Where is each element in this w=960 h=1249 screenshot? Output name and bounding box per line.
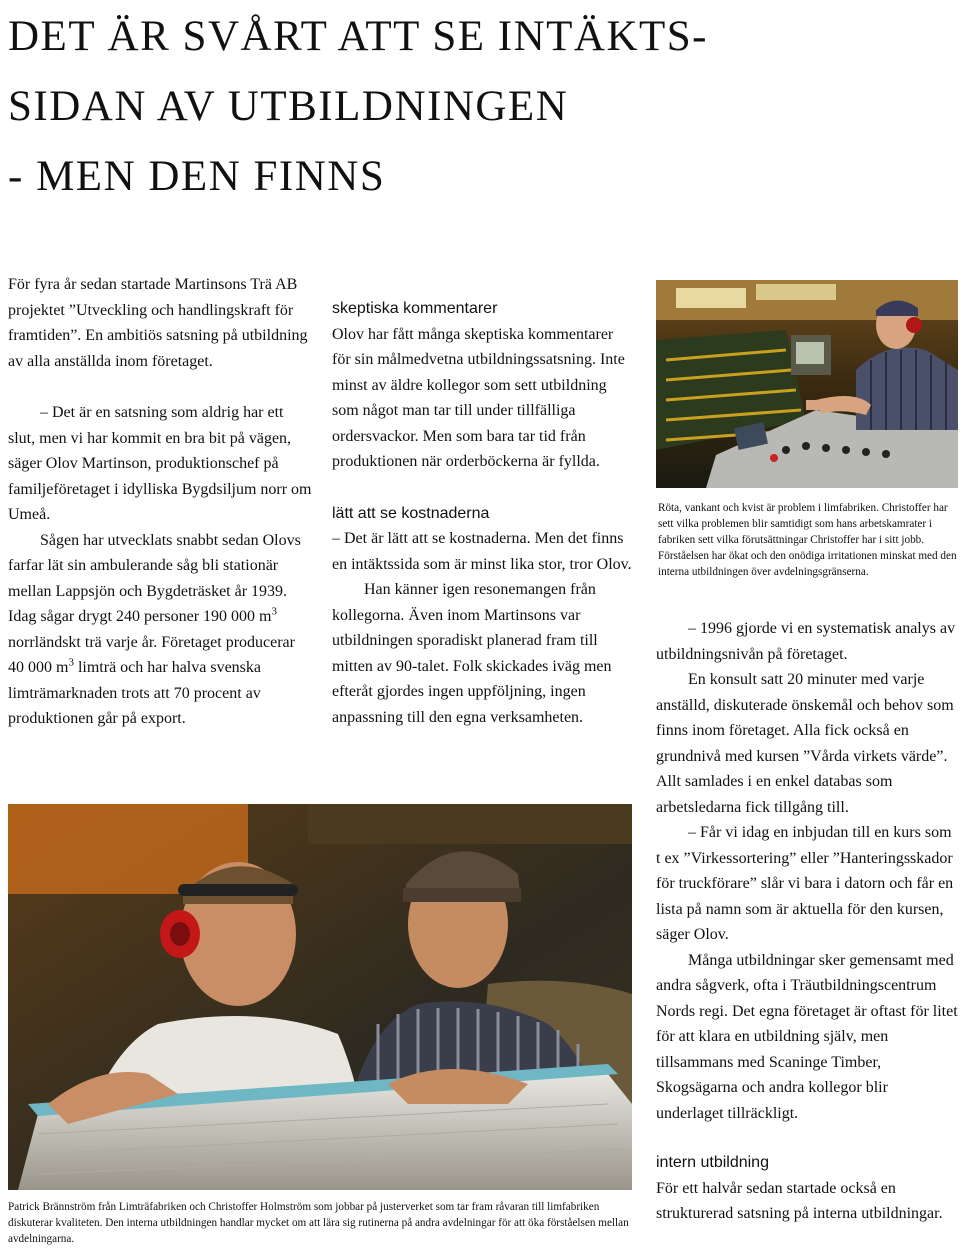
col3-paragraph-2: En konsult satt 20 minuter med varje anställd, diskuterade önskemål och behov som finns inom företaget. Alla fick också en grundnivå med kursen ”Vårda virkets värde”. Allt samlades i en enkel databas som arbetsledarna fick tillgång till. [656, 671, 954, 816]
subhead-latt-att-se: lätt att se kostnaderna [332, 504, 490, 522]
column-1 [8, 272, 314, 732]
headline [8, 2, 908, 212]
superscript-3: 3 [271, 605, 277, 618]
col3-paragraph-4: Många utbildningar sker gemensamt med andra sågverk, ofta i Träutbildningscentrum Nords regi. Det egna företaget är oftast för litet för att klara en utbildning själv, men tillsammans med Scaninge Timber, Skogsägarna och andra kollegor blir underlaget tillräckligt. [656, 951, 958, 1122]
column-2 [332, 296, 632, 730]
photo-control-room [656, 280, 958, 488]
superscript-3-b: 3 [68, 656, 74, 669]
headline-line-1: DET ÄR SVÅRT ATT SE INTÄKTS- [8, 13, 708, 60]
workers-image [8, 804, 632, 1190]
col3-paragraph-5: För ett halvår sedan startade också en strukturerad satsning på interna utbildningar. [656, 1179, 943, 1222]
headline-line-3: - MEN DEN FINNS [8, 153, 386, 200]
photo-two-workers [8, 804, 632, 1190]
col1-p3-part-c: limträ och har halva svenska limträmarknaden trots att 70 procent av produktionen går på export. [8, 659, 261, 727]
col2-paragraph-1: Olov har fått många skeptiska kommentarer för sin målmedvetna utbildningssatsning. Inte minst av äldre kollegor som sett utbildning som något man tar till under tillfälliga ordersvackor. Men som bara tar tid från produktionen när orderböckerna är fyllda. [332, 325, 625, 470]
main-photo-caption: Patrick Brännström från Limträfabriken och Christoffer Holmström som jobbar på justerverket som tar fram råvaran till limfabriken diskuterar kvaliteten. Den interna utbildningen handlar mycket om att lära sig rutinerna på andra avdelningar för att öka förståelsen mellan avdelningarna. [8, 1201, 629, 1245]
subhead-skeptiska: skeptiska kommentarer [332, 300, 498, 317]
column-3-bottom [656, 1150, 958, 1227]
col1-paragraph-3 [8, 528, 314, 732]
headline-line-2: SIDAN AV UTBILDNINGEN [8, 83, 569, 130]
subhead-intern-utbildning: intern utbildning [656, 1154, 769, 1171]
col1-paragraph-2: – Det är en satsning som aldrig har ett slut, men vi har kommit en bra bit på vägen, säger Olov Martinson, produktionschef på familjeföretaget i idylliska Bygdsiljum norr om Umeå. [8, 404, 312, 523]
col1-paragraph-1: För fyra år sedan startade Martinsons Trä AB projektet ”Utveckling och handlingskraft för framtiden”. En ambitiös satsning på utbildning av alla anställda inom företaget. [8, 276, 308, 370]
control-room-image [656, 280, 958, 488]
col1-p3-part-b: norrländskt trä varje år. Företaget producerar 40 000 m [8, 633, 295, 676]
control-room-caption: Röta, vankant och kvist är problem i limfabriken. Christoffer har sett vilka problemen blir samtidigt som hans arbetskamrater i fabriken sett vilka förutsättningar Christoffer har i sitt jobb. Förståelsen har ökat och den onödiga irritationen minskat med den interna utbildningen över avdelningsgränserna. [658, 502, 957, 578]
col3-paragraph-1: – 1996 gjorde vi en systematisk analys av utbildningsnivån på företaget. [656, 620, 956, 663]
col1-p3-part-a: Sågen har utvecklats snabbt sedan Olovs farfar lät sin ambulerande såg bli stationär mellan Lappsjön och Bygdeträsket år 1939. Idag sågar drygt 240 personer 190 000 m [8, 531, 301, 625]
col3-paragraph-3: – Får vi idag en inbjudan till en kurs som t ex ”Virkessortering” eller ”Hanteringsskador för truckförare” slår vi bara i datorn och får en lista på namn som är aktuella för den kursen, säger Olov. [656, 824, 954, 943]
column-3 [656, 616, 958, 1126]
col2-paragraph-2: – Det är lätt att se kostnaderna. Men det finns en intäktssida som är minst lika stor, tror Olov. [332, 530, 632, 573]
col2-paragraph-3: Han känner igen resonemangen från kollegorna. Även inom Martinsons var utbildningen sporadiskt planerad fram till mitten av 90-talet. Folk skickades iväg men efteråt gjordes ingen uppföljning, ingen anpassning till den egna verksamheten. [332, 581, 612, 726]
